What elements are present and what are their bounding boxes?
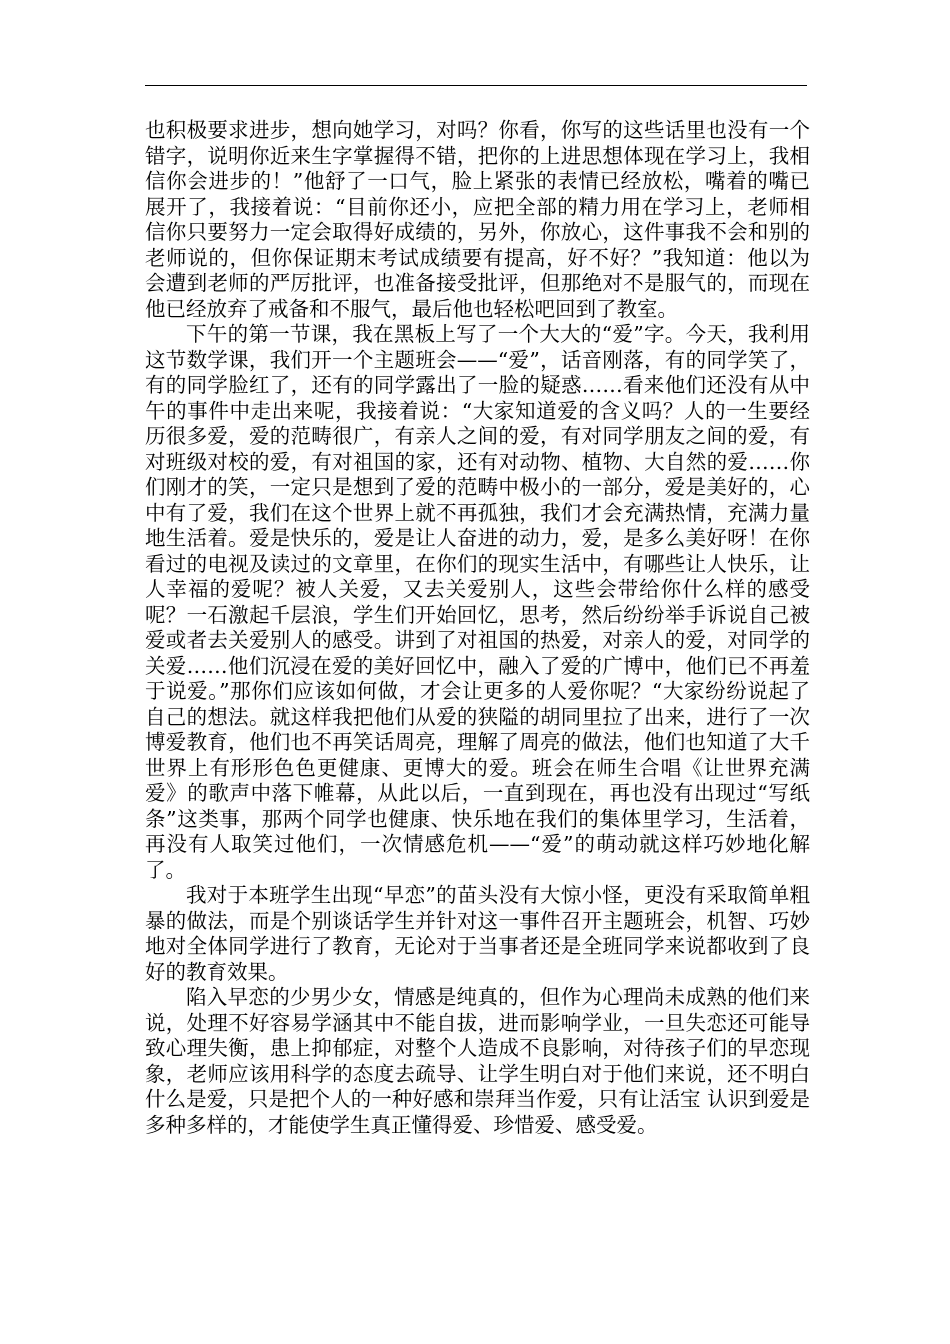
- paragraph-class-meeting: 下午的第一节课，我在黑板上写了一个大大的“爱”字。今天，我利用这节数学课，我们开一个主题班会——“爱”，话音刚落，有的同学笑了，有的同学脸红了，还有的同学露出了一脸的疑惑……看来他们还没有从中午的事件中走出来呢，我接着说：“大家知道爱的含义吗？人的一生要经历很多爱，爱的范畴很广，有亲人之间的爱，有对同学朋友之间的爱，有对班级对校的爱，有对祖国的家，还有对动物、植物、大自然的爱……你们刚才的笑，一定只是想到了爱的范畴中极小的一部分，爱是美好的，心中有了爱，我们在这个世界上就不再孤独，我们才会充满热情，充满力量地生活着。爱是快乐的，爱是让人奋进的动力，爱，是多么美好呀！在你看过的电视及读过的文章里，在你们的现实生活中，有哪些让人快乐，让人幸福的爱呢？被人关爱，又去关爱别人，这些会带给你什么样的感受呢？一石激起千层浪，学生们开始回忆，思考，然后纷纷举手诉说自己被爱或者去关爱别人的感受。讲到了对祖国的热爱，对亲人的爱，对同学的关爱……他们沉浸在爱的美好回忆中，融入了爱的广博中，他们已不再羞于说爱。”那你们应该如何做，才会让更多的人爱你呢？“大家纷纷说起了自己的想法。就这样我把他们从爱的狭隘的胡同里拉了出来，进行了一次博爱教育，他们也不再笑话周亮，理解了周亮的做法，他们也知道了大千世界上有形形色色更健康、更博大的爱。班会在师生合唱《让世界充满爱》的歌声中落下帷幕，从此以后，一直到现在，再也没有出现过“写纸条”这类事，那两个同学也健康、快乐地在我们的集体里学习，生活着，再没有人取笑过他们，一次情感危机——“爱”的萌动就这样巧妙地化解了。: [145, 322, 810, 882]
- document-body: [145, 118, 810, 1138]
- paragraph-reflection: 我对于本班学生出现“早恋”的苗头没有大惊小怪，更没有采取简单粗暴的做法，而是个别谈话学生并针对这一事件召开主题班会，机智、巧妙地对全体同学进行了教育，无论对于当事者还是全班同学来说都收到了良好的教育效果。: [145, 883, 810, 984]
- header-rule: [145, 85, 807, 86]
- paragraph-conclusion: 陷入早恋的少男少女，情感是纯真的，但作为心理尚未成熟的他们来说，处理不好容易学涵其中不能自拔，进而影响学业，一旦失恋还可能导致心理失衡，患上抑郁症，对整个人造成不良影响，对待孩子们的早恋现象，老师应该用科学的态度去疏导、让学生明白对于他们来说，还不明白什么是爱，只是把个人的一种好感和崇拜当作爱，只有让活宝 认识到爱是多种多样的，才能使学生真正懂得爱、珍惜爱、感受爱。: [145, 985, 810, 1137]
- paragraph-continuation: 也积极要求进步，想向她学习，对吗？你看，你写的这些话里也没有一个错字，说明你近来生字掌握得不错，把你的上进思想体现在学习上，我相信你会进步的！”他舒了一口气，脸上紧张的表情已经放松，嘴着的嘴已展开了，我接着说：“目前你还小，应把全部的精力用在学习上，老师相信你只要努力一定会取得好成绩的，另外，你放心，这件事我不会和别的老师说的，但你保证期末考试成绩要有提高，好不好？”我知道：他以为会遭到老师的严厉批评，也准备接受批评，但那绝对不是服气的，而现在他已经放弃了戒备和不服气，最后他也轻松吧回到了教室。: [145, 118, 810, 321]
